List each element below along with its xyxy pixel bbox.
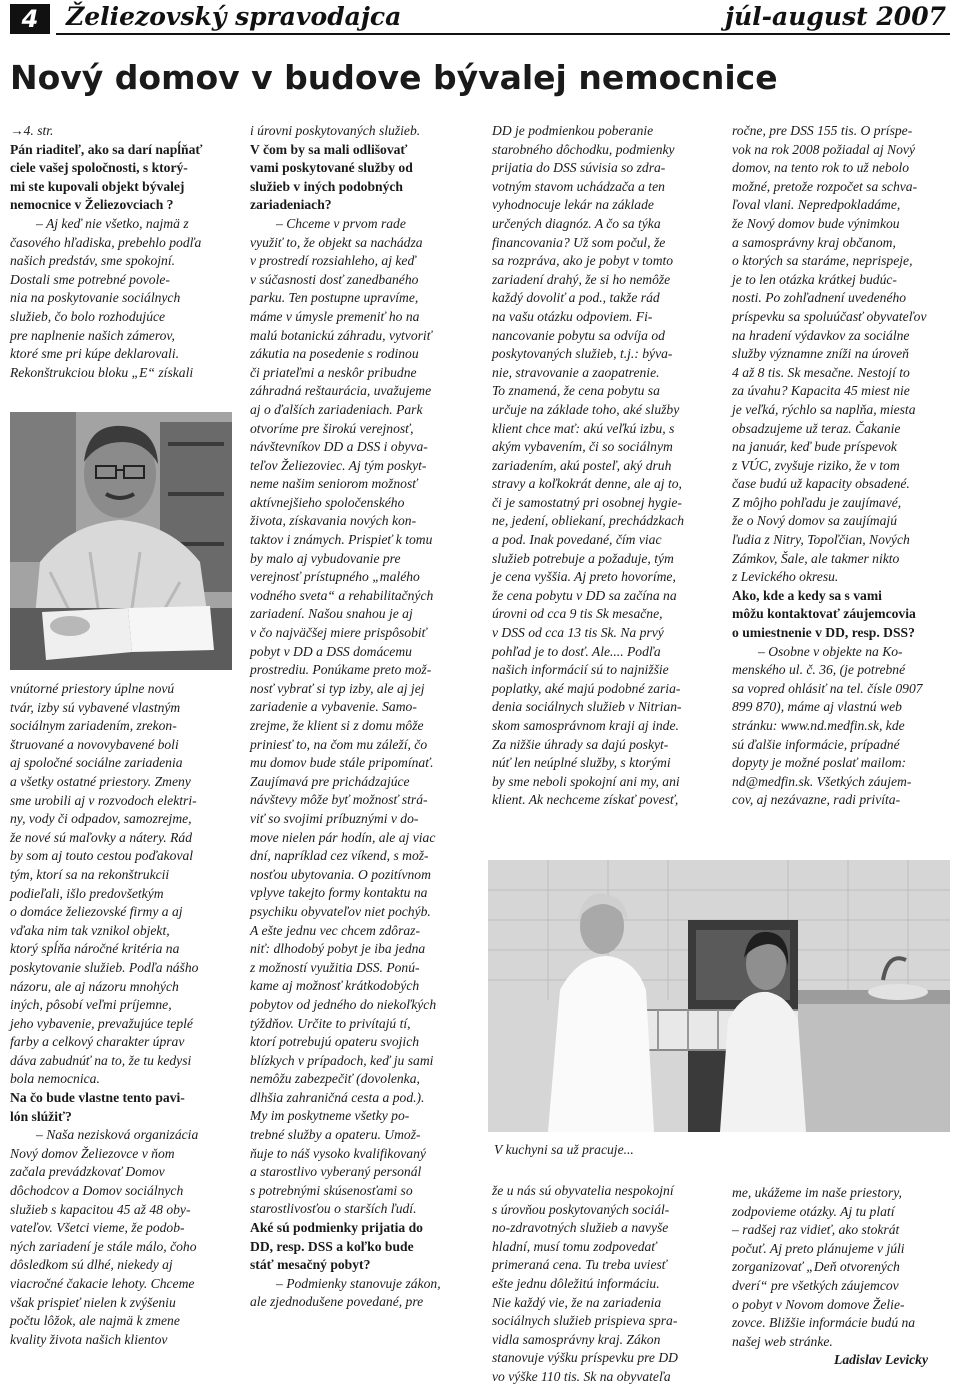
text-line: stanovuje výšku príspevku pre DD xyxy=(492,1350,678,1366)
text-line: by malo aj vybudovanie pre xyxy=(250,550,401,566)
column-2 xyxy=(250,122,476,1312)
question-line: o umiestnenie v DD, resp. DSS? xyxy=(732,625,915,641)
text-line: jeho vybavenie, prevažujúce teplé xyxy=(10,1015,193,1031)
text-line: dlhšia zahraničná cesta a pod.). xyxy=(250,1089,425,1105)
photo-caption: V kuchyni sa už pracuje... xyxy=(494,1142,634,1157)
text-line: – Naša nezisková organizácia xyxy=(36,1127,199,1143)
text-line: v súčasnosti dosť zanedbaného xyxy=(250,271,419,287)
question-line: DD, resp. DSS a koľko bude xyxy=(250,1238,414,1254)
kitchen-illustration xyxy=(488,860,950,1132)
question-line: môžu kontaktovať záujemcovia xyxy=(732,606,916,622)
text-line: na január, keď bude príspevok xyxy=(732,439,897,455)
column-3-bottom xyxy=(492,1182,716,1387)
text-line: zákutia na posedenie s rodinou xyxy=(250,346,419,362)
text-line: stravy a koľkokrát denne, ale aj to, xyxy=(492,476,682,492)
text-line: služieb s kapacitou 45 až 48 oby- xyxy=(10,1201,191,1217)
text-line: máme v úmysle premeniť ho na xyxy=(250,308,420,324)
text-line: a všetky ostatné priestory. Zmeny xyxy=(10,773,191,789)
text-line: bola nemocnica. xyxy=(10,1071,100,1087)
text-line: aktívnejšieho spoločenského xyxy=(250,494,405,510)
text-line: pre naplnenie našich zámerov, xyxy=(10,327,175,343)
text-line: My im poskytneme všetky po- xyxy=(250,1108,410,1124)
text-line: aj spoločné sociálne zariadenia xyxy=(10,755,183,771)
text-line: Za nižšie úhrady sa dajú poskyt- xyxy=(492,736,669,752)
text-line: denia sociálnych služieb v Nitrian- xyxy=(492,699,682,715)
text-line: v čo najväčšej miere prispôsobiť xyxy=(250,625,427,641)
text-line: niť: dlhodobý pobyt je iba jedna xyxy=(250,941,426,957)
text-line: zariadení drahý, že si ho nemôže xyxy=(492,271,671,287)
text-line: – Aj keď nie všetko, najmä z xyxy=(36,215,189,231)
text-line: z Levického okresu. xyxy=(732,569,839,585)
text-line: podieľali, išlo predovšetkým xyxy=(10,885,164,901)
text-line: vplyve takejto formy kontaktu na xyxy=(250,885,428,901)
text-line: farby a celkový charakter úprav xyxy=(10,1034,185,1050)
text-line: ktorý spĺňa náročné kritéria na xyxy=(10,941,180,957)
text-line: ľudia z Nitry, Topoľčian, Nových xyxy=(732,532,910,548)
text-line: – Chceme v prvom rade xyxy=(276,215,406,231)
text-line: záhradná reštaurácia, uvažujeme xyxy=(250,383,432,399)
column-1-top xyxy=(10,122,232,382)
text-line: i úrovni poskytovaných služieb. xyxy=(250,123,421,138)
text-line: života, získavania nových kon- xyxy=(250,513,417,529)
text-line: s potrebnými skúsenosťami so xyxy=(250,1182,413,1198)
text-line: ktorí potrebujú opateru svojich xyxy=(250,1034,420,1050)
text-line: nemôžu zabezpečiť (dovolenka, xyxy=(250,1071,420,1087)
text-line: zorganizovať „Deň otvorených xyxy=(732,1259,900,1275)
text-line: no-zdravotných služieb a navyše xyxy=(492,1220,669,1236)
kitchen-photo xyxy=(488,860,950,1132)
text-line: DD je podmienkou poberanie xyxy=(492,123,654,138)
text-line: začala prevádzkovať Domov xyxy=(10,1164,165,1180)
question-line: nemocnice v Želiezovciach ? xyxy=(10,197,174,213)
question-line: Na čo bude vlastne tento pavi- xyxy=(10,1090,185,1106)
text-line: úrovni od cca 9 tis Sk mesačne, xyxy=(492,606,663,622)
text-line: každý dovoliť a pod., takže rád xyxy=(492,290,660,306)
text-line: že Nový domov bude výnimkou xyxy=(732,215,900,231)
text-line: pohľad je to dosť. Ale.... Podľa xyxy=(492,643,661,659)
newspaper-title: Želiezovský spravodajca xyxy=(66,2,402,31)
text-line: votným stavom uchádzača a ten xyxy=(492,178,665,194)
text-line: je cena vyššia. Aj preto hovoríme, xyxy=(492,569,676,585)
text-line: aj o ďalších zariadeniach. Park xyxy=(250,401,423,417)
author-signature: Ladislav Levicky xyxy=(834,1352,928,1368)
text-line: domov, na tento rok to už nebolo xyxy=(732,160,910,176)
column-1-bottom xyxy=(10,680,232,1349)
text-line: týždňov. Určite to privítajú tí, xyxy=(250,1015,411,1031)
text-line: obsadzujeme už teraz. Čakanie xyxy=(732,420,901,436)
text-line: klient. Ak nechceme získať povesť, xyxy=(492,792,679,808)
text-line: priniesť to, na čom mu záleží, čo xyxy=(250,736,428,752)
text-line: viť so svojimi príbuznými v do- xyxy=(250,810,419,826)
text-line: dverí“ pre všetkých záujemcov xyxy=(732,1277,899,1293)
text-line: ale zjednodušene povedané, pre xyxy=(250,1294,424,1310)
text-line: návštevy môže byť možnosť strá- xyxy=(250,792,428,808)
question-line: Ako, kde a kedy sa s vami xyxy=(732,587,882,603)
text-line: move nielen pár hodín, ale aj viac xyxy=(250,829,436,845)
text-line: určených diagnóz. A čo sa týka xyxy=(492,215,661,231)
text-line: zariadením, akú posteľ, aký druh xyxy=(492,457,672,473)
text-line: mu domov bude stále pripomínať. xyxy=(250,755,434,771)
text-line: služieb, čo bolo rozhodujúce xyxy=(10,308,166,324)
text-line: trebné služby a opateru. Umož- xyxy=(250,1127,421,1143)
text-line: príspevku sa spoluúčasť obyvateľov xyxy=(732,308,927,324)
text-line: stránku: www.nd.medfin.sk, kde xyxy=(732,718,905,733)
text-line: – Osobne v objekte na Ko- xyxy=(758,643,903,659)
text-line: či je samostatný pri osobnej hygie- xyxy=(492,494,682,510)
text-line: že cena pobytu v DD sa začína na xyxy=(492,587,677,603)
text-line: dôsledkom sú dlhé, niekedy aj xyxy=(10,1257,173,1273)
text-line: služieb potrebuje a požaduje, tým xyxy=(492,550,674,566)
page-number: 4 xyxy=(10,4,50,34)
text-line: nosti. Po zohľadnení uvedeného xyxy=(732,290,907,306)
text-line: na vašu otázku odpoviem. Fi- xyxy=(492,308,653,324)
text-line: – Podmienky stanovuje zákon, xyxy=(276,1275,441,1291)
text-line: že nové sú maľovky a nátery. Rád xyxy=(10,829,192,845)
text-line: vateľov. Všetci vieme, že podob- xyxy=(10,1220,185,1236)
text-line: z VÚC, zvyšuje riziko, že v tom xyxy=(732,457,900,473)
text-line: 4 až 8 tis. Sk mesačne. Nestojí to xyxy=(732,364,910,380)
text-line: tým, ktorí sa na rekonštrukcii xyxy=(10,866,170,882)
text-line: našich predstáv, sme spokojní. xyxy=(10,253,175,269)
text-line: – radšej raz vidieť, ako stokrát xyxy=(732,1222,900,1238)
text-line: určuje na základe toho, aké služby xyxy=(492,401,680,417)
text-line: prostrediu. Ponúkame preto mož- xyxy=(250,662,432,678)
text-line: či priateľmi a neskôr pribudne xyxy=(250,364,417,380)
text-line: v DSS od cca 13 tis Sk. Na prvý xyxy=(492,625,664,641)
text-line: čase budú už kapacity obsadené. xyxy=(732,476,910,492)
text-line: by sme neboli spokojní ani my, ani xyxy=(492,773,680,789)
text-line: vidla samosprávny kraj. Zákon xyxy=(492,1331,661,1347)
text-line: dní, napríklad cez víkend, s mož- xyxy=(250,848,429,864)
article-headline: Nový domov v budove bývalej nemocnice xyxy=(10,58,778,97)
text-line: zodpovieme otázky. Aj tu platí xyxy=(732,1203,895,1219)
text-line: verejnosť prístupného „malého xyxy=(250,569,420,585)
text-line: počtu lôžok, ale najmä k zmene xyxy=(10,1313,180,1329)
text-line: ľoval vlani. Nepredpokladáme, xyxy=(732,197,901,213)
text-line: menského ul. č. 36, (je potrebné xyxy=(732,662,906,678)
text-line: To znamená, že cena pobytu sa xyxy=(492,383,660,399)
text-line: neme našim seniorom možnosť xyxy=(250,476,418,492)
text-line: klient chce mať: akú veľkú izbu, s xyxy=(492,420,675,436)
text-line: skom samosprávnom kraji aj inde. xyxy=(492,718,679,733)
text-line: poskytovanie služieb. Podľa nášho xyxy=(10,959,199,975)
question-line: Aké sú podmienky prijatia do xyxy=(250,1220,423,1236)
text-line: nosť vybrať si typ izby, ale aj jej xyxy=(250,680,425,696)
text-line: o domáce želiezovské firmy a aj xyxy=(10,904,183,920)
text-line: využiť to, že objekt sa nachádza xyxy=(250,234,423,250)
text-line: zrejme, že klient si z domu môže xyxy=(250,718,424,733)
text-line: prijatia do DSS súvisia so zdra- xyxy=(492,160,666,176)
text-line: dôchodcov a Domov sociálnych xyxy=(10,1183,184,1199)
text-line: za úvahu? Kapacita 45 miest nie xyxy=(732,383,910,399)
text-line: pobytov od jedného do niekoľkých xyxy=(250,996,437,1012)
text-line: hladní, musí tomu zodpovedať xyxy=(492,1238,657,1254)
text-line: financovania? Už som počul, že xyxy=(492,234,666,250)
text-line: ne, jedení, obliekaní, prechádzkach xyxy=(492,513,685,529)
text-line: zariadení. Našou snahou je aj xyxy=(250,606,413,622)
text-line: Zaujímavá pre prichádzajúce xyxy=(250,773,410,789)
text-line: sa rozpráva, ako je pobyt v tomto xyxy=(492,253,674,269)
text-line: cov, aj nezávazne, radi privíta- xyxy=(732,792,901,808)
text-line: starobného dôchodku, podmienky xyxy=(492,141,675,157)
text-line: štruované a novovybavené boli xyxy=(10,736,179,752)
text-line: kvality života našich klientov xyxy=(10,1331,168,1347)
text-line: je to len otázka krátkej budúc- xyxy=(732,271,897,287)
text-line: časového hľadiska, prebehlo podľa xyxy=(10,234,202,250)
text-line: nosťou ubytovania. O pozitívnom xyxy=(250,866,431,882)
text-line: nie, stravovanie a zaopatrenie. xyxy=(492,364,660,380)
text-line: ešte jednu dôležitú informáciu. xyxy=(492,1275,660,1291)
text-line: starostlivosťou o starších ľudí. xyxy=(250,1201,417,1217)
portrait-illustration xyxy=(10,412,232,670)
text-line: →4. str. xyxy=(10,123,54,138)
text-line: s úrovňou poskytovaných sociál- xyxy=(492,1201,670,1217)
text-line: 899 870), máme aj vlastnú web xyxy=(732,699,902,715)
text-line: Nový domov Želiezovce v ňom xyxy=(10,1145,175,1161)
text-line: by som aj touto cestou poďakoval xyxy=(10,848,194,864)
text-line: vyhodnocuje lekár na základe xyxy=(492,197,654,213)
text-line: blízkych v prípadoch, keď ju sami xyxy=(250,1052,434,1068)
text-line: vodného sveta“ a rehabilitačných xyxy=(250,587,434,603)
text-line: nd@medfin.sk. Všetkých záujem- xyxy=(732,773,912,789)
text-line: zariadenie a vybavenie. Samo- xyxy=(250,699,417,715)
text-line: našich informácií sú to najnižšie xyxy=(492,662,669,678)
column-3-top xyxy=(492,122,716,810)
text-line: me, ukážeme im naše priestory, xyxy=(732,1185,902,1200)
text-line: primeraná cena. Tu treba uviesť xyxy=(492,1257,667,1273)
text-line: vnútorné priestory úplne novú xyxy=(10,681,175,696)
text-line: našej web stránke. xyxy=(732,1333,833,1349)
text-line: poplatky, aké majú podobné zaria- xyxy=(492,680,681,696)
text-line: že o Nový domov sa zaujímajú xyxy=(732,513,897,529)
text-line: o ktorých sa staráme, neprispeje, xyxy=(732,253,913,269)
text-line: iných, pôsobí veľmi príjemne, xyxy=(10,997,172,1013)
text-line: otvoríme pre širokú verejnosť, xyxy=(250,420,414,436)
text-line: a pod. Inak povedané, čím viac xyxy=(492,532,662,548)
text-line: sa vopred ohlásiť na tel. čísle 0907 xyxy=(732,680,923,696)
text-line: taktov i známych. Prispieť k tomu xyxy=(250,532,433,548)
text-line: je veľká, rýchlo sa naplňa, miesta xyxy=(732,401,916,417)
text-line: poskytovaných služieb, t.j.: býva- xyxy=(492,346,673,362)
question-line: stáť mesačný pobyt? xyxy=(250,1257,371,1273)
text-line: Z môjho pohľadu je zaujímavé, xyxy=(732,494,902,510)
text-line: a starostlivo vyberaný personál xyxy=(250,1164,422,1180)
column-4-top xyxy=(732,122,950,810)
text-line: že u nás sú obyvatelia nespokojní xyxy=(492,1183,674,1198)
question-line: V čom by sa mali odlišovať xyxy=(250,141,408,157)
issue-date: júl-august 2007 xyxy=(724,2,946,31)
text-line: možné, pretože rozpočet sa schva- xyxy=(732,178,918,194)
text-line: Zámkov, Šale, ale takmer nikto xyxy=(732,550,900,566)
text-line: núť len neúplné služby, s ktorými xyxy=(492,755,671,771)
text-line: počuť. Aj preto plánujeme v júli xyxy=(732,1240,905,1256)
text-line: vok na rok 2008 požiadal aj Nový xyxy=(732,141,915,157)
text-line: Dostali sme potrebné povole- xyxy=(10,271,170,287)
text-line: vďaka nim tak vznikol objekt, xyxy=(10,922,170,938)
text-line: sú ďalšie informácie, prípadné xyxy=(732,736,900,752)
text-line: psychiku obyvateľov niet pochýb. xyxy=(250,903,431,919)
text-line: dáva zabudnúť na to, že tu kedysi xyxy=(10,1052,192,1068)
page-header xyxy=(0,0,960,42)
text-line: nia na poskytovanie sociálnych xyxy=(10,290,181,306)
text-line: názoru, ale aj názoru mnohých xyxy=(10,978,179,994)
text-line: dopyty je možné poslať mailom: xyxy=(732,755,907,771)
text-line: ných zariadení je stále málo, čoho xyxy=(10,1238,197,1254)
question-line: ciele vašej spoločnosti, s ktorý- xyxy=(10,160,188,176)
text-line: na hradení výdavkov za sociálne xyxy=(732,327,910,343)
question-line: zariadeniach? xyxy=(250,197,332,213)
text-line: sociálnych služieb prispieva spra- xyxy=(492,1313,678,1329)
question-line: mi ste kupovali objekt bývalej xyxy=(10,178,185,194)
text-line: o pobyt v Novom domove Želie- xyxy=(732,1296,905,1312)
question-line: Pán riaditeľ, ako sa darí napĺňať xyxy=(10,141,203,157)
column-4-bottom xyxy=(732,1184,950,1370)
text-line: zovce. Bližšie informácie budú na xyxy=(732,1315,916,1331)
text-line: návštevníkov DD a DSS i obyva- xyxy=(250,439,428,455)
text-line: parku. Ten postupne upravíme, xyxy=(250,290,419,306)
text-line: viacročné čakacie lehoty. Chceme xyxy=(10,1276,195,1291)
text-line: ny, vody či odpadov, samozrejme, xyxy=(10,811,192,827)
text-line: služby významne zníži na úroveň xyxy=(732,346,909,362)
header-rule xyxy=(56,33,950,35)
text-line: vo výške 110 tis. Sk na obyvateľa xyxy=(492,1368,671,1384)
portrait-photo xyxy=(10,412,232,670)
text-line: teľov Želiezoviec. Aj tým poskyt- xyxy=(250,457,427,473)
text-line: pobyt v DD a DSS domácemu xyxy=(250,643,412,659)
text-line: však prispieť nielen k zvýšeniu xyxy=(10,1294,176,1310)
text-line: ňuje to náš vysoko kvalifikovaný xyxy=(250,1145,426,1161)
text-line: nancovanie pobytu sa odvíja od xyxy=(492,327,665,343)
text-line: akým vybavením, či so sociálnym xyxy=(492,439,673,455)
question-line: služieb v iných podobných xyxy=(250,178,403,194)
text-line: ktoré sme pri kúpe deklarovali. xyxy=(10,346,179,362)
text-line: kame aj možnosť krátkodobých xyxy=(250,978,420,994)
question-line: vami poskytované služby od xyxy=(250,160,413,176)
text-line: sociálnym zariadením, zrekon- xyxy=(10,718,177,734)
text-line: a samosprávny kraj občanom, xyxy=(732,234,896,250)
text-line: tvár, izby sú vybavené vlastným xyxy=(10,699,181,715)
text-line: malú botanickú záhradu, vytvoriť xyxy=(250,327,432,343)
question-line: lón slúžiť? xyxy=(10,1108,72,1124)
text-line: ročne, pre DSS 155 tis. O príspe- xyxy=(732,123,913,138)
text-line: z možností využitia DSS. Ponú- xyxy=(250,959,420,975)
text-line: A ešte jednu vec chcem zdôraz- xyxy=(250,922,420,938)
text-line: sme urobili aj v rozvodoch elektri- xyxy=(10,792,197,808)
text-line: v prostredí rozsiahleho, aj keď xyxy=(250,253,416,269)
text-line: Rekonštrukciou bloku „E“ získali xyxy=(10,364,194,380)
text-line: Nie každý vie, že na zariadenia xyxy=(492,1294,662,1310)
